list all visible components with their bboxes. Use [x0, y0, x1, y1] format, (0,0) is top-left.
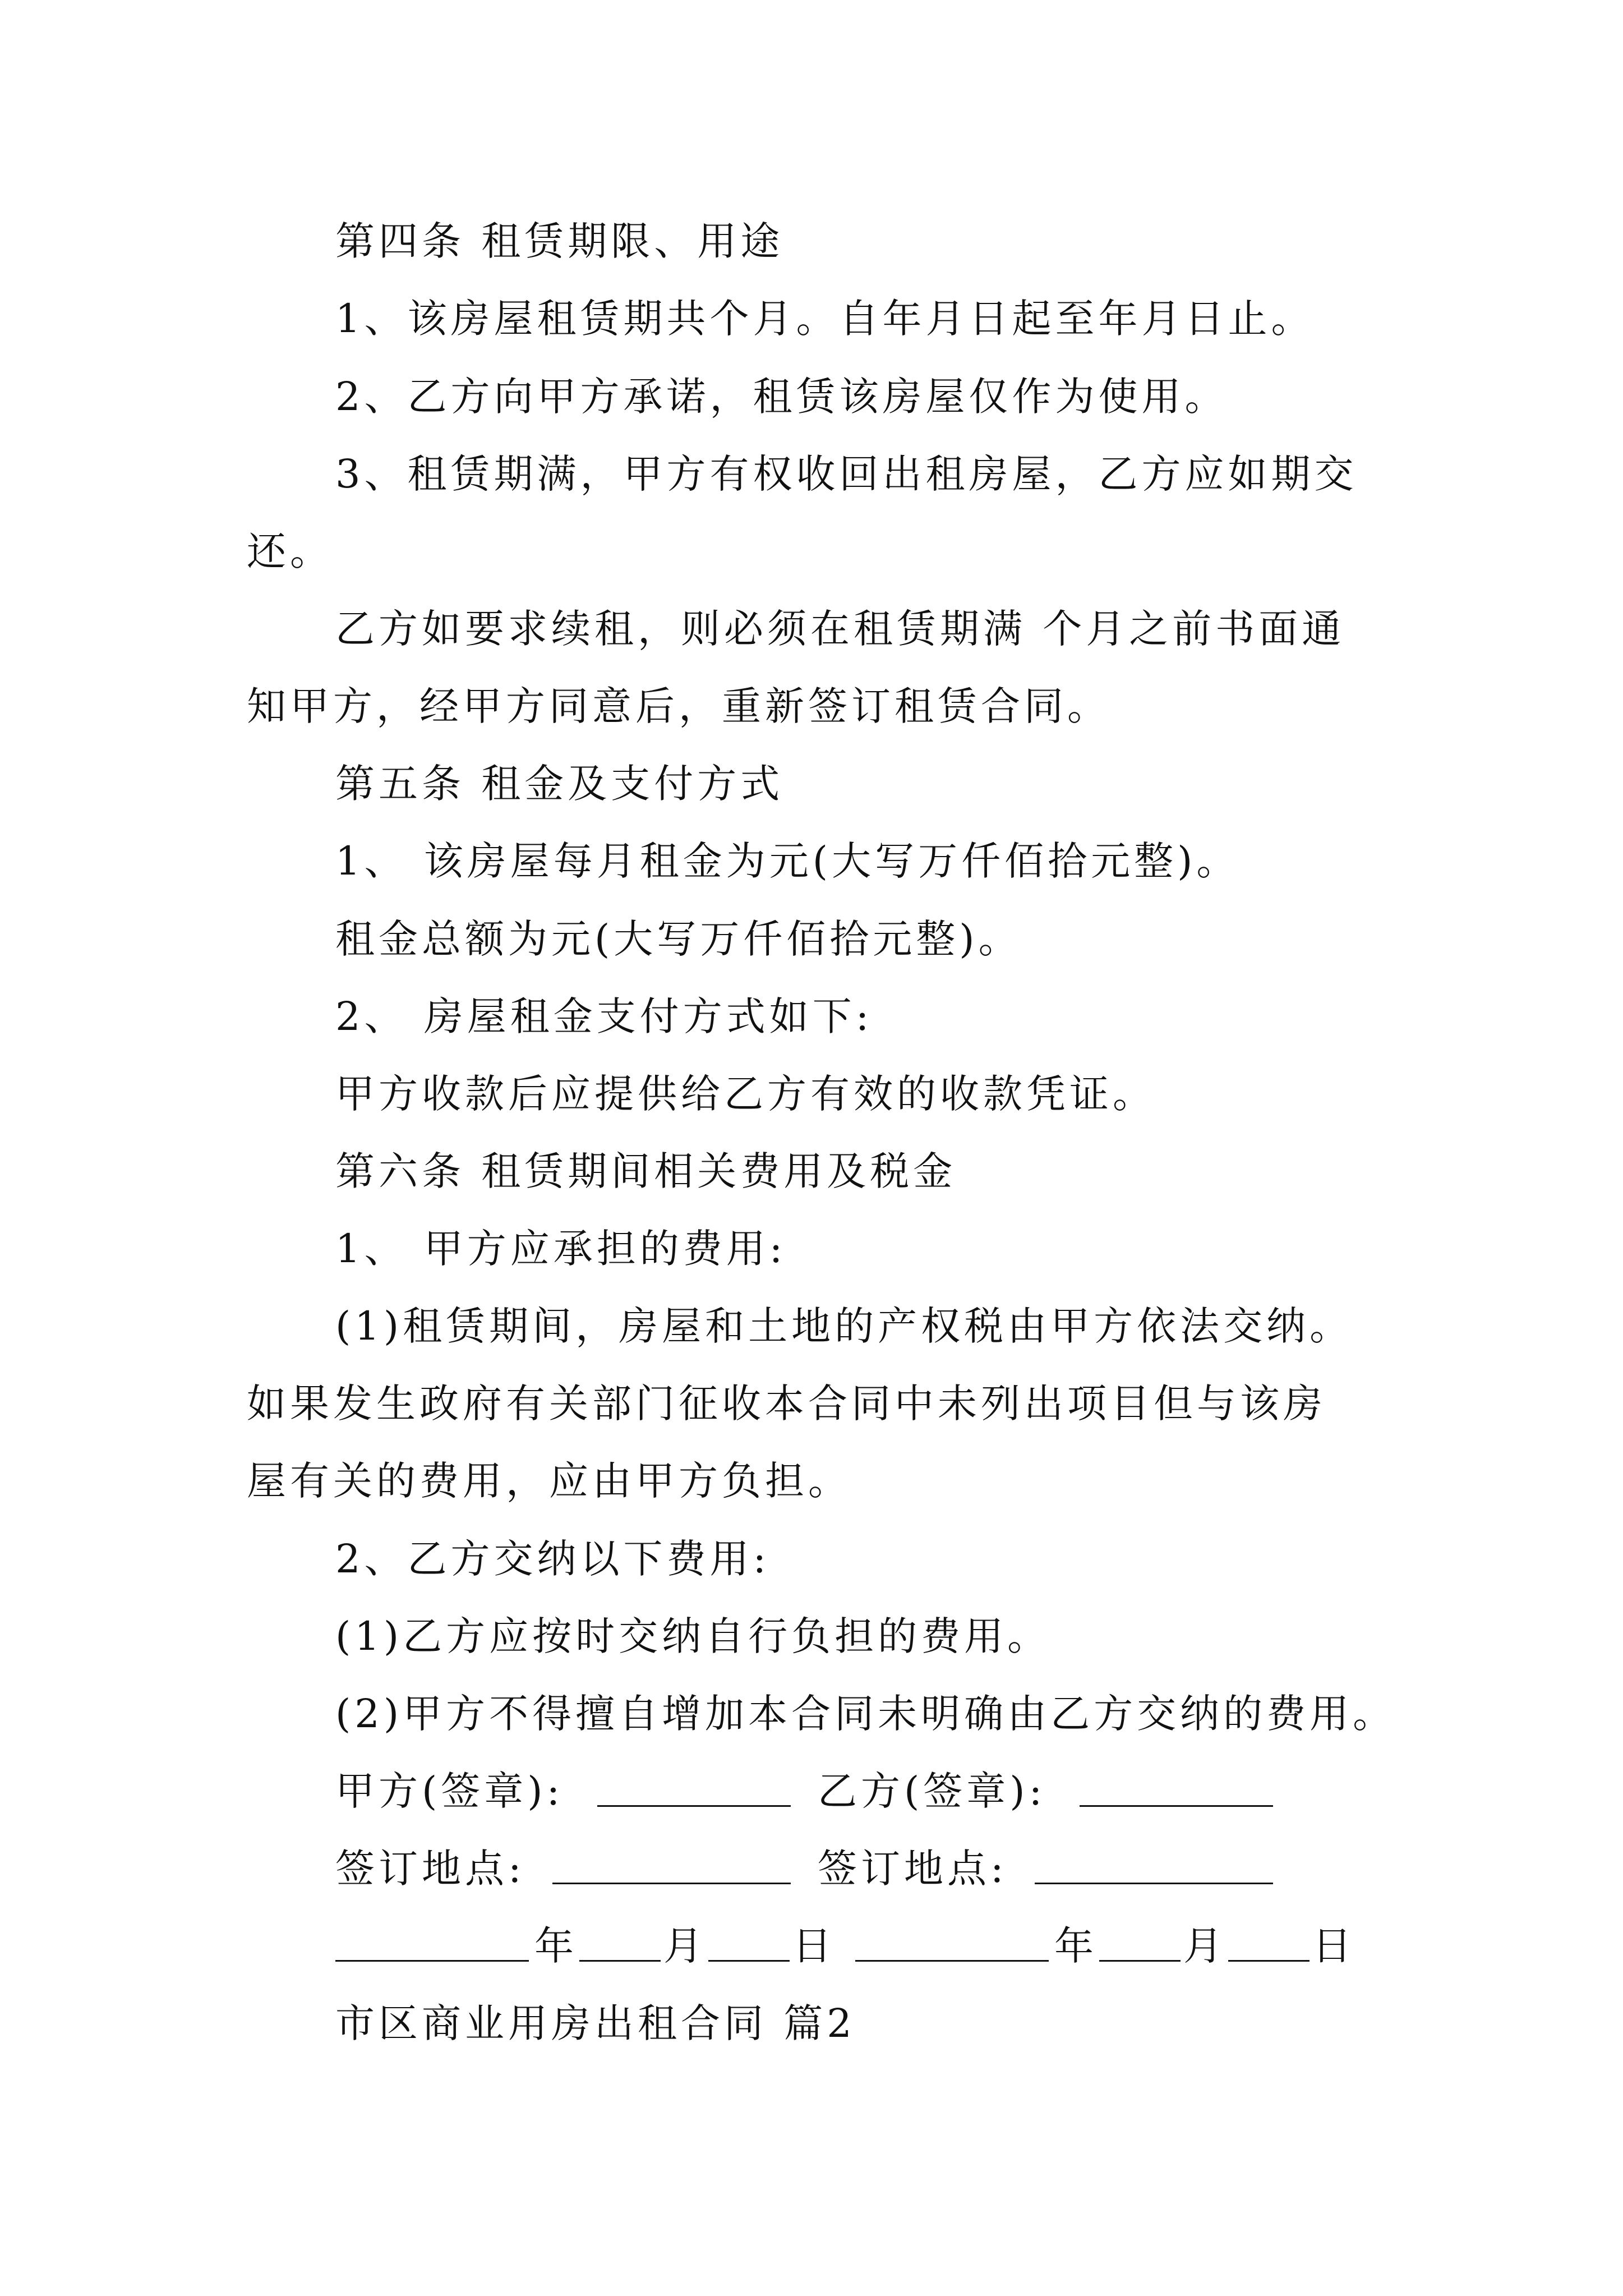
next-section-title: 市区商业用房出租合同 篇2	[335, 2000, 856, 2046]
article6-item1-1-line2: 如果发生政府有关部门征收本合同中未列出项目但与该房	[247, 1381, 1326, 1427]
article4-renew-line1: 乙方如要求续租，则必须在租赁期满 个月之前书面通	[335, 606, 1345, 652]
article6-item2-2: (2)甲方不得擅自增加本合同未明确由乙方交纳的费用。	[335, 1691, 1396, 1737]
date-b-month-line	[1099, 1926, 1181, 1962]
article6-heading: 第六条 租赁期间相关费用及税金	[335, 1148, 957, 1194]
party-b-label: 乙方(签章):	[818, 1768, 1046, 1814]
article5-heading: 第五条 租金及支付方式	[335, 761, 784, 807]
party-a-label: 甲方(签章):	[335, 1768, 564, 1814]
date-b-day-label: 日	[1312, 1923, 1355, 1969]
place-label-b: 签订地点:	[818, 1846, 1008, 1892]
article5-item1: 1、 该房屋每月租金为元(大写万仟佰拾元整)。	[335, 838, 1240, 884]
date-a-month-label: 月	[663, 1923, 707, 1969]
article6-item1-1-line1: (1)租赁期间，房屋和土地的产权税由甲方依法交纳。	[335, 1303, 1353, 1349]
date-a-month-line	[579, 1926, 661, 1962]
article5-item2: 2、 房屋租金支付方式如下:	[335, 993, 873, 1039]
party-b-signature-line	[1080, 1772, 1273, 1807]
article4-heading: 第四条 租赁期限、用途	[335, 218, 784, 264]
place-a-line	[552, 1849, 791, 1884]
date-b-month-label: 月	[1183, 1923, 1227, 1969]
date-b-year-line	[855, 1926, 1049, 1962]
date-a-year-label: 年	[534, 1923, 578, 1969]
date-b-day-line	[1228, 1926, 1310, 1962]
article4-item2: 2、乙方向甲方承诺，租赁该房屋仅作为使用。	[335, 374, 1228, 420]
place-b-line	[1035, 1849, 1273, 1884]
article6-item1-1-line3: 屋有关的费用，应由甲方负担。	[247, 1458, 851, 1504]
article4-item3-line2: 还。	[247, 528, 333, 574]
article4-item3-line1: 3、租赁期满，甲方有权收回出租房屋，乙方应如期交	[335, 451, 1358, 497]
date-a-day-line	[708, 1926, 790, 1962]
article6-item1: 1、 甲方应承担的费用:	[335, 1226, 787, 1272]
article4-renew-line2: 知甲方，经甲方同意后，重新签订租赁合同。	[247, 683, 1110, 729]
place-label-a: 签订地点:	[335, 1846, 525, 1892]
date-a-year-line	[335, 1926, 529, 1962]
article6-item2: 2、乙方交纳以下费用:	[335, 1536, 771, 1582]
article6-item2-1: (1)乙方应按时交纳自行负担的费用。	[335, 1613, 1051, 1659]
party-a-signature-line	[597, 1772, 791, 1807]
article5-total: 租金总额为元(大写万仟佰拾元整)。	[335, 916, 1022, 962]
date-a-day-label: 日	[792, 1923, 836, 1969]
article4-item1: 1、该房屋租赁期共个月。自年月日起至年月日止。	[335, 296, 1315, 342]
article5-receipt: 甲方收款后应提供给乙方有效的收款凭证。	[335, 1071, 1156, 1117]
date-b-year-label: 年	[1054, 1923, 1098, 1969]
